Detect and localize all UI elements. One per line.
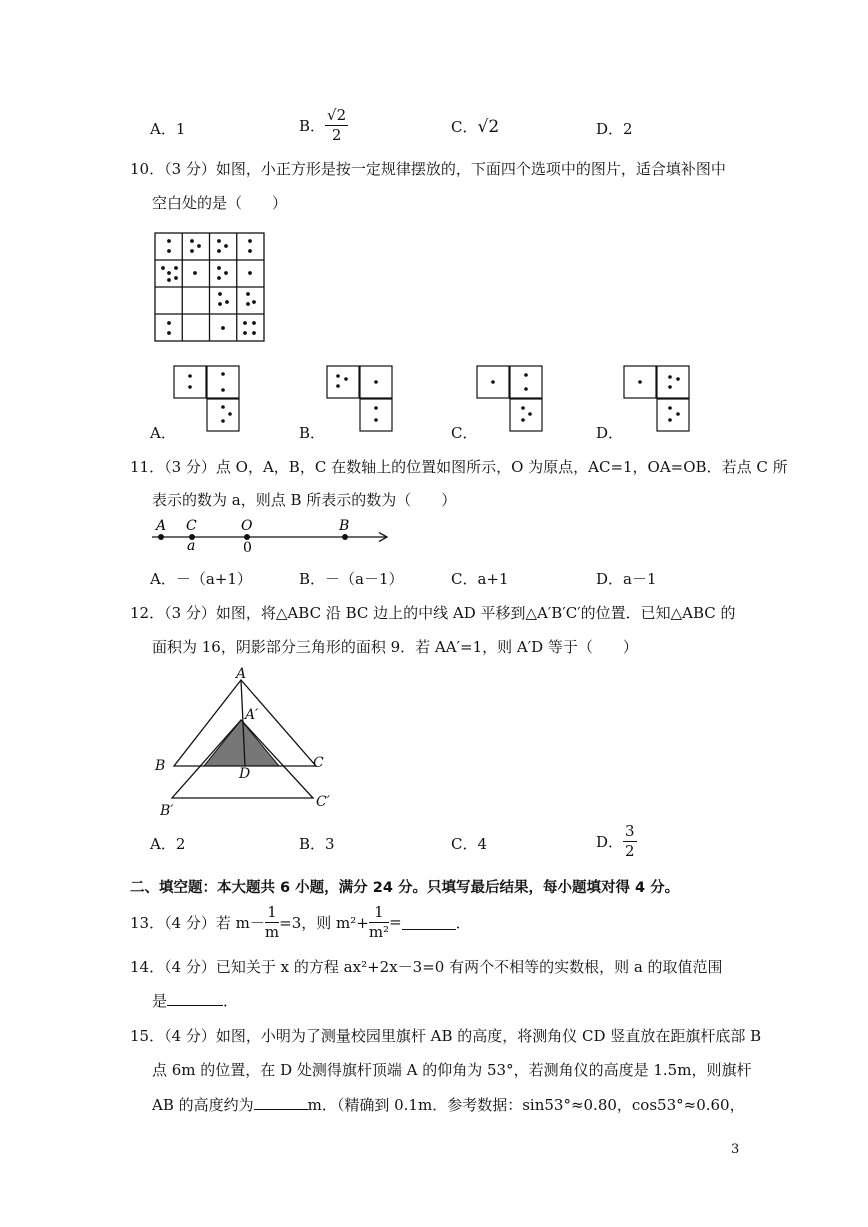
- q10-option-c: C．: [451, 424, 478, 442]
- q12-label-b: B: [155, 758, 166, 774]
- q11-number-line: [148, 513, 398, 558]
- q12-label-a-prime: A′: [245, 707, 259, 723]
- q10-option-c-figure: [476, 365, 546, 435]
- numberline-label-c: C: [186, 518, 197, 534]
- q12-option-a: A．2: [150, 835, 186, 853]
- numberline-label-a: A: [156, 518, 167, 534]
- q14-stem-line2: 是 ．: [152, 992, 239, 1010]
- q9-option-b: B． $\frac{√2}{2}$: [299, 106, 347, 144]
- q14-stem-line1: 14．（4 分）已知关于 x 的方程 ax²+2x－3=0 有两个不相等的实数根，则 a 的取值范围: [130, 958, 723, 976]
- q10-stem-line1: 10．（3 分）如图，小正方形是按一定规律摆放的，下面四个选项中的图片，适合填补图中: [130, 160, 726, 178]
- q12-label-d: D: [239, 766, 251, 782]
- q12-option-d: D． $\frac{3}{2}$: [596, 822, 635, 860]
- q12-label-c: C: [313, 755, 324, 771]
- q12-label-b-prime: B′: [160, 803, 174, 819]
- q10-option-b: B．: [299, 424, 326, 442]
- q10-option-a-figure: [173, 365, 243, 435]
- q10-option-d: D．: [596, 424, 624, 442]
- q13-stem: 13．（4 分）若 m－ $\frac{1}{m}$ =3，则 m²+ $\frac{1}{\text{m²}}$ = ．: [130, 902, 471, 941]
- q15-answer-blank[interactable]: [254, 1095, 308, 1110]
- section-2-heading: 二、填空题：本大题共 6 小题，满分 24 分。只填写最后结果，每小题填对得 4 分。: [130, 880, 680, 896]
- q12-label-c-prime: C′: [316, 794, 330, 810]
- q15-stem-line2: 点 6m 的位置，在 D 处测得旗杆顶端 A 的仰角为 53°，若测角仪的高度是 1.5m，则旗杆: [152, 1061, 752, 1079]
- numberline-label-a-value: a: [187, 538, 196, 554]
- q10-option-d-figure: [623, 365, 693, 435]
- q11-option-b: B．－（a－1）: [299, 570, 404, 588]
- q12-stem-line1: 12．（3 分）如图，将△ABC 沿 BC 边上的中线 AD 平移到△A′B′C′的位置．已知△ABC 的: [130, 604, 736, 622]
- q15-stem-line1: 15．（4 分）如图，小明为了测量校园里旗杆 AB 的高度，将测角仪 CD 竖直放在距旗杆底部 B: [130, 1027, 762, 1045]
- numberline-label-zero: 0: [243, 540, 252, 556]
- q11-option-a: A．－（a+1）: [150, 570, 252, 588]
- q9-option-a: A．1: [150, 120, 186, 138]
- q11-stem-line1: 11．（3 分）点 O，A，B，C 在数轴上的位置如图所示，O 为原点，AC=1，OA=OB．若点 C 所: [130, 458, 788, 476]
- q10-option-b-figure: [326, 365, 396, 435]
- numberline-label-o: O: [241, 518, 253, 534]
- q11-option-d: D．a－1: [596, 570, 657, 588]
- q12-stem-line2: 面积为 16，阴影部分三角形的面积 9．若 AA′=1，则 A′D 等于（ ）: [152, 638, 638, 656]
- q10-dot-grid-figure: [154, 232, 266, 344]
- q12-option-b: B．3: [299, 835, 335, 853]
- q15-stem-line3: AB 的高度约为 m．（精确到 0.1m．参考数据：sin53°≈0.80，cos53°≈0.60，: [152, 1096, 745, 1114]
- q12-option-c: C．4: [451, 835, 488, 853]
- q10-stem-line2: 空白处的是（ ）: [152, 194, 288, 212]
- q11-stem-line2: 表示的数为 a，则点 B 所表示的数为（ ）: [152, 491, 457, 509]
- q12-label-a: A: [236, 666, 247, 682]
- q9-option-d: D．2: [596, 120, 633, 138]
- q9-option-c: C．√2: [451, 117, 500, 137]
- q12-triangle-figure: [150, 665, 350, 820]
- q11-option-c: C．a+1: [451, 570, 509, 588]
- numberline-label-b: B: [339, 518, 350, 534]
- q14-answer-blank[interactable]: [167, 991, 223, 1006]
- q13-answer-blank[interactable]: [402, 915, 456, 930]
- q10-option-a: A．: [150, 424, 176, 442]
- page-number: 3: [731, 1142, 740, 1157]
